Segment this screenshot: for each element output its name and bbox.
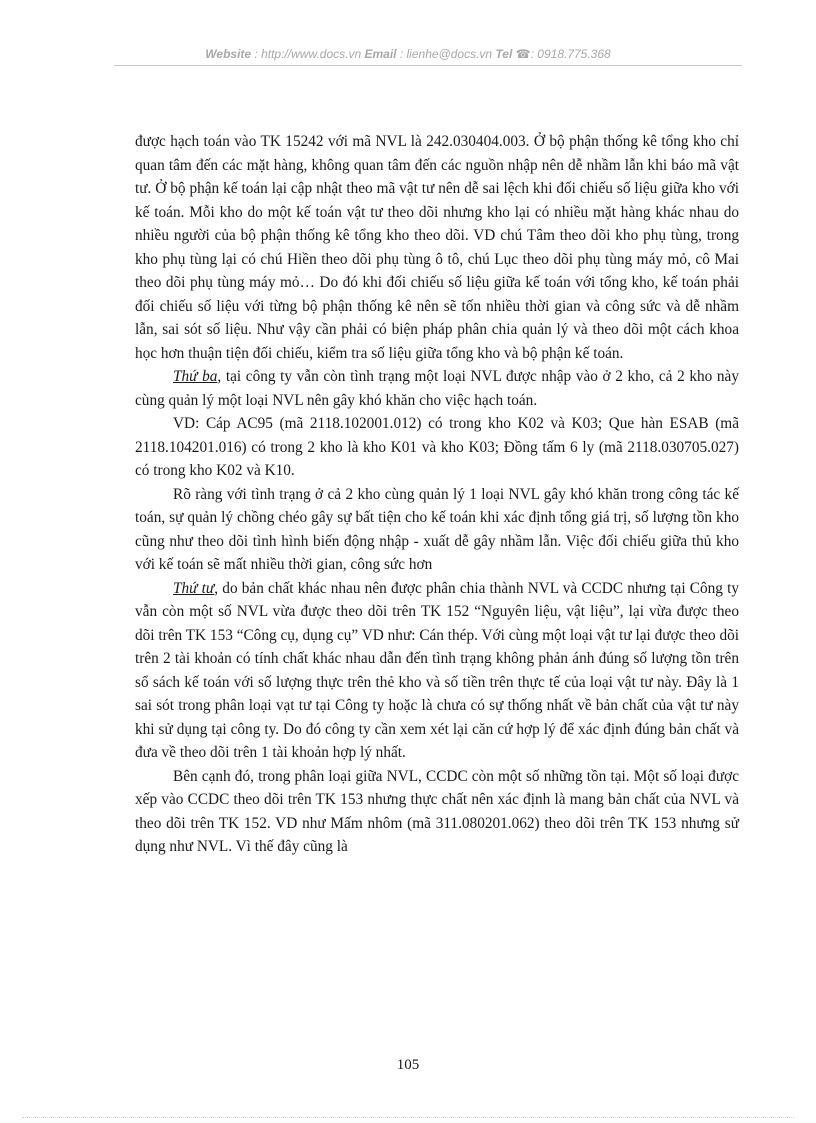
page-bottom-divider — [22, 1117, 794, 1118]
paragraph-5 — [135, 577, 739, 765]
document-body — [135, 130, 739, 859]
page-header — [0, 47, 816, 61]
paragraph-1: được hạch toán vào TK 15242 với mã NVL là 242.030404.003. Ở bộ phận thống kê tổng kho chỉ quan tâm đến các mặt hàng, không quan tâm đến các nguồn nhập nên dễ nhầm lẫn khi báo mã vật tư. Ở bộ phận kế toán lại cập nhật theo mã vật tư nên dễ sai lệch khi đối chiếu số liệu giữa kho với kế toán. Mỗi kho do một kế toán vật tư theo dõi nhưng kho lại có nhiều mặt hàng khác nhau do nhiều người của bộ phận thống kê tổng kho theo dõi. VD chú Tâm theo dõi kho phụ tùng, trong kho phụ tùng lại có chú Hiền theo dõi phụ tùng ô tô, chú Lục theo dõi phụ tùng máy mỏ, cô Mai theo dõi phụ tùng máy mỏ… Do đó khi đối chiếu số liệu giữa kế toán với tổng kho, kế toán phải đối chiếu số liệu với từng bộ phận thống kê nên sẽ tốn nhiều thời gian và công sức và dễ nhầm lẫn, sai sót số liệu. Như vậy cần phải có biện pháp phân chia quản lý và theo dõi một cách khoa học hơn thuận tiện đối chiếu, kiểm tra số liệu giữa tổng kho và bộ phận kế toán. — [135, 133, 739, 362]
paragraph-2-text: , tại công ty vẫn còn tình trạng một loại NVL được nhập vào ở 2 kho, cả 2 kho này cùng quản lý một loại NVL nên gây khó khăn cho việc hạch toán. — [135, 368, 739, 409]
paragraph-5-lead: Thứ tư — [173, 579, 215, 597]
paragraph-3: VD: Cáp AC95 (mã 2118.102001.012) có trong kho K02 và K03; Que hàn ESAB (mã 2118.104201.016) có trong 2 kho là kho K01 và kho K03; Đồng tấm 6 ly (mã 2118.030705.027) có trong kho K02 và K10. — [135, 415, 739, 479]
header-divider — [114, 65, 742, 66]
paragraph-2 — [135, 365, 739, 412]
tel-value: : 0918.775.368 — [530, 47, 611, 61]
page-number: 105 — [396, 1057, 420, 1073]
website-label: Website — [205, 47, 252, 61]
website-value: : http://www.docs.vn — [254, 47, 362, 61]
tel-label: Tel — [495, 47, 513, 61]
email-value: : lienhe@docs.vn — [399, 47, 493, 61]
paragraph-5-text: , do bản chất khác nhau nên được phân chia thành NVL và CCDC nhưng tại Công ty vẫn còn một số NVL vừa được theo dõi trên TK 152 “Nguyên liệu, vật liệu”, lại vừa được theo dõi trên TK 153 “Công cụ, dụng cụ” VD như: Cán thép. Với cùng một loại vật tư lại được theo dõi trên 2 tài khoản có tính chất khác nhau dẫn đến tình trạng không phản ánh đúng số lượng tồn trên sổ sách kế toán với số lượng thực trên thẻ kho và số tiền trên thực tế của loại vật tư này. Đây là 1 sai sót trong phân loại vạt tư tại Công ty hoặc là chưa có sự thống nhất về bản chất của vật tư này khi sử dụng tại công ty. Do đó công ty cần xem xét lại căn cứ hợp lý để xác định đúng bản chất và đưa về theo dõi trên 1 tài khoản hợp lý nhất. — [135, 579, 739, 761]
paragraph-6: Bên cạnh đó, trong phân loại giữa NVL, CCDC còn một số những tồn tại. Một số loại được xếp vào CCDC theo dõi trên TK 153 nhưng thực chất nên xác định là mang bản chất của NVL và theo dõi trên TK 152. VD như Mấm nhôm (mã 311.080201.062) theo dõi trên TK 153 nhưng sử dụng như NVL. Vì thế đây cũng là — [135, 767, 739, 855]
paragraph-2-lead: Thứ ba — [173, 368, 218, 385]
paragraph-4: Rõ ràng với tình trạng ở cả 2 kho cùng quản lý 1 loại NVL gây khó khăn trong công tác kế toán, sự quản lý chồng chéo gây sự bất tiện cho kế toán khi xác định tổng giá trị, số lượng tồn kho cũng như theo dõi tình hình biến động nhập - xuất dễ gây nhầm lẫn. Việc đối chiếu giữa thủ kho với kế toán sẽ mất nhiều thời gian, công sức hơn — [135, 485, 739, 573]
phone-icon: ☎ — [515, 47, 531, 61]
email-label: Email — [364, 47, 397, 61]
